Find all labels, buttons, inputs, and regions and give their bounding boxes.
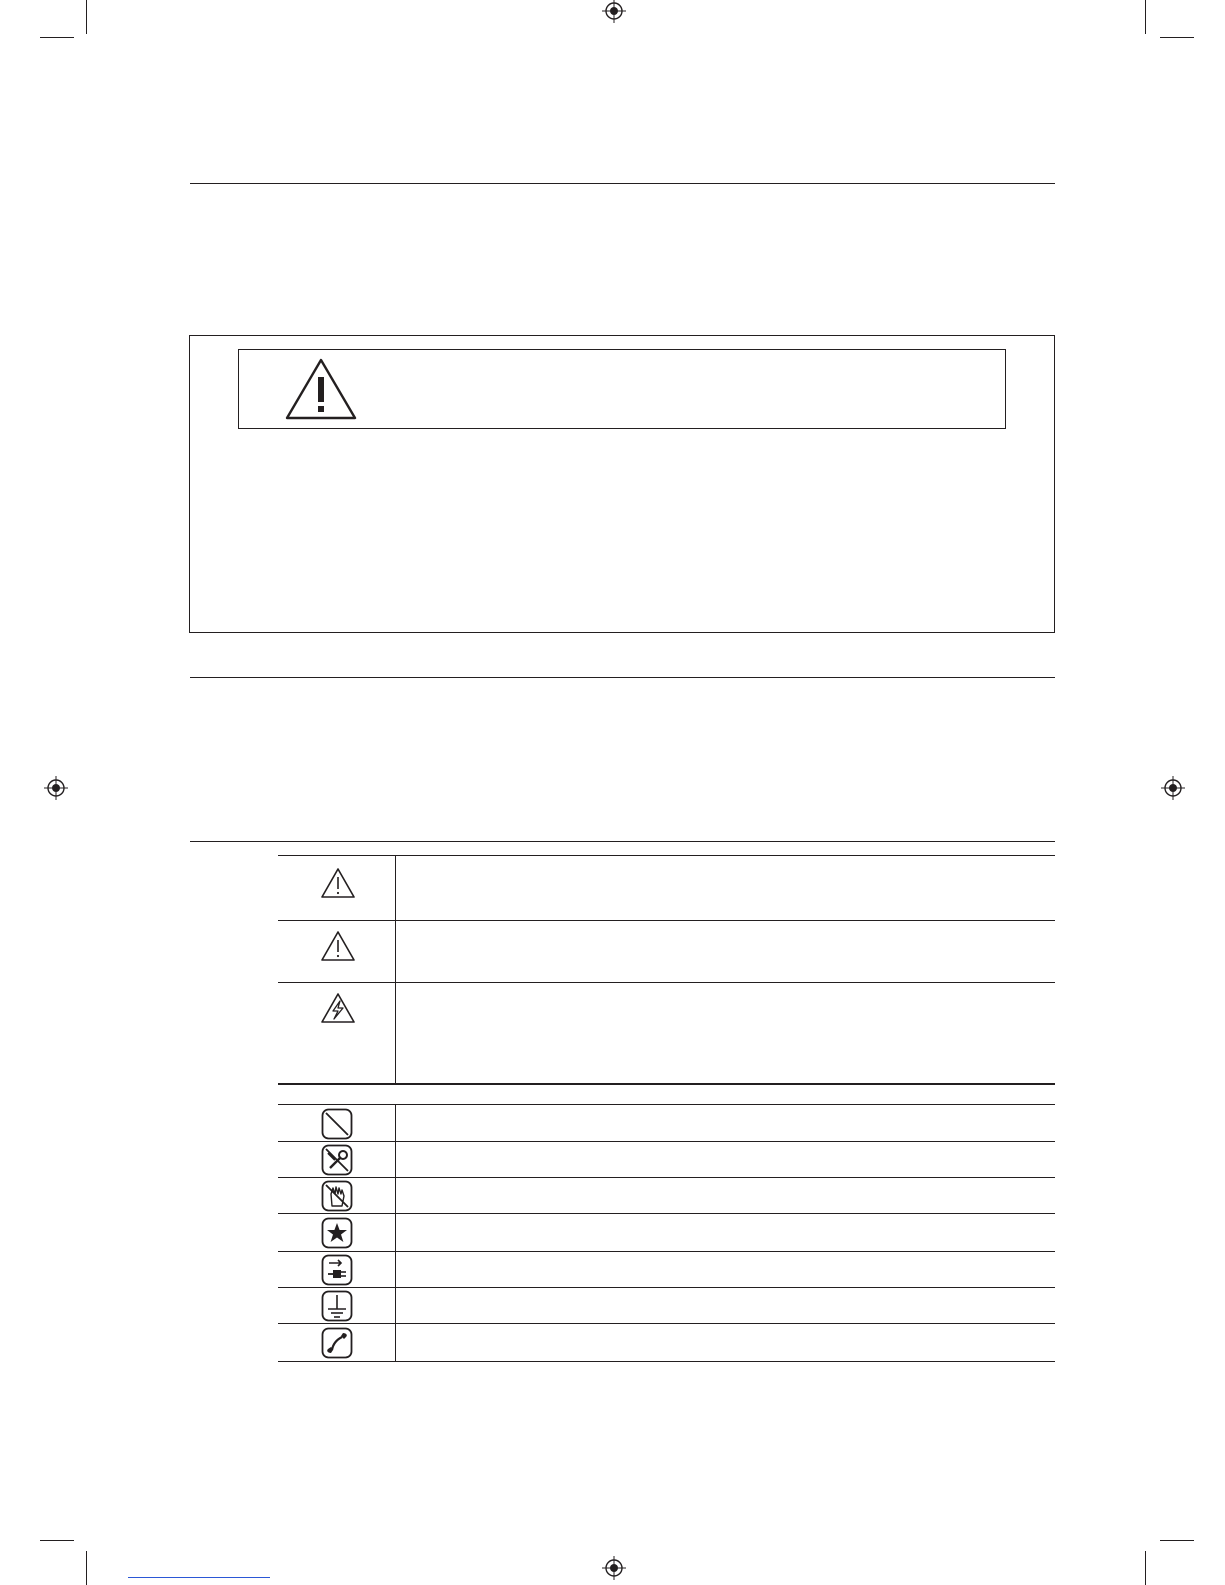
action-symbol-row [278,1324,1055,1362]
action-symbol-row [278,1288,1055,1324]
crop-mark [1160,37,1194,38]
action-symbol-row [278,1142,1055,1178]
contact-service-icon [321,1327,353,1359]
action-symbols-table [278,1083,1055,1362]
crop-mark [40,1540,74,1541]
action-symbol-row [278,1105,1055,1142]
section-divider [190,183,1055,184]
unplug-icon [321,1254,353,1286]
warning-triangle-icon [285,357,357,421]
symbol-cell [278,856,396,920]
crop-mark [1160,1540,1194,1541]
follow-directions-icon [321,1217,353,1249]
ground-icon [321,1290,353,1322]
symbol-cell [278,1214,396,1251]
crop-mark [40,37,74,38]
do-not-disassemble-icon [321,1144,353,1176]
symbol-cell [278,1178,396,1213]
electric-shock-triangle-icon [320,992,356,1024]
symbol-cell [278,983,396,1084]
hazard-symbol-row [278,983,1055,1085]
symbol-cell [278,921,396,982]
registration-mark-icon [1160,775,1186,801]
registration-mark-icon [601,1555,627,1581]
section-divider [190,677,1055,678]
hazard-symbols-table [278,855,1055,1085]
symbol-cell [278,1288,396,1323]
crop-mark [1145,1551,1146,1585]
registration-mark-icon [43,775,69,801]
action-symbol-spacer [278,1084,1055,1105]
crop-mark [86,1551,87,1585]
section-divider [190,841,1055,842]
symbol-cell [278,1142,396,1177]
hazard-symbol-row [278,921,1055,983]
prohibited-icon [321,1108,353,1140]
hazard-symbol-row [278,856,1055,921]
footer-link[interactable] [128,1577,270,1578]
registration-mark-icon [601,0,627,24]
caution-triangle-icon [320,930,356,962]
crop-mark [1145,0,1146,34]
action-symbol-row [278,1252,1055,1288]
symbol-cell [278,1324,396,1361]
do-not-touch-icon [321,1180,353,1212]
crop-mark [86,0,87,34]
symbol-cell [278,1105,396,1141]
symbol-cell [278,1252,396,1287]
action-symbol-row [278,1178,1055,1214]
action-symbol-row [278,1214,1055,1252]
warning-triangle-icon [320,867,356,899]
